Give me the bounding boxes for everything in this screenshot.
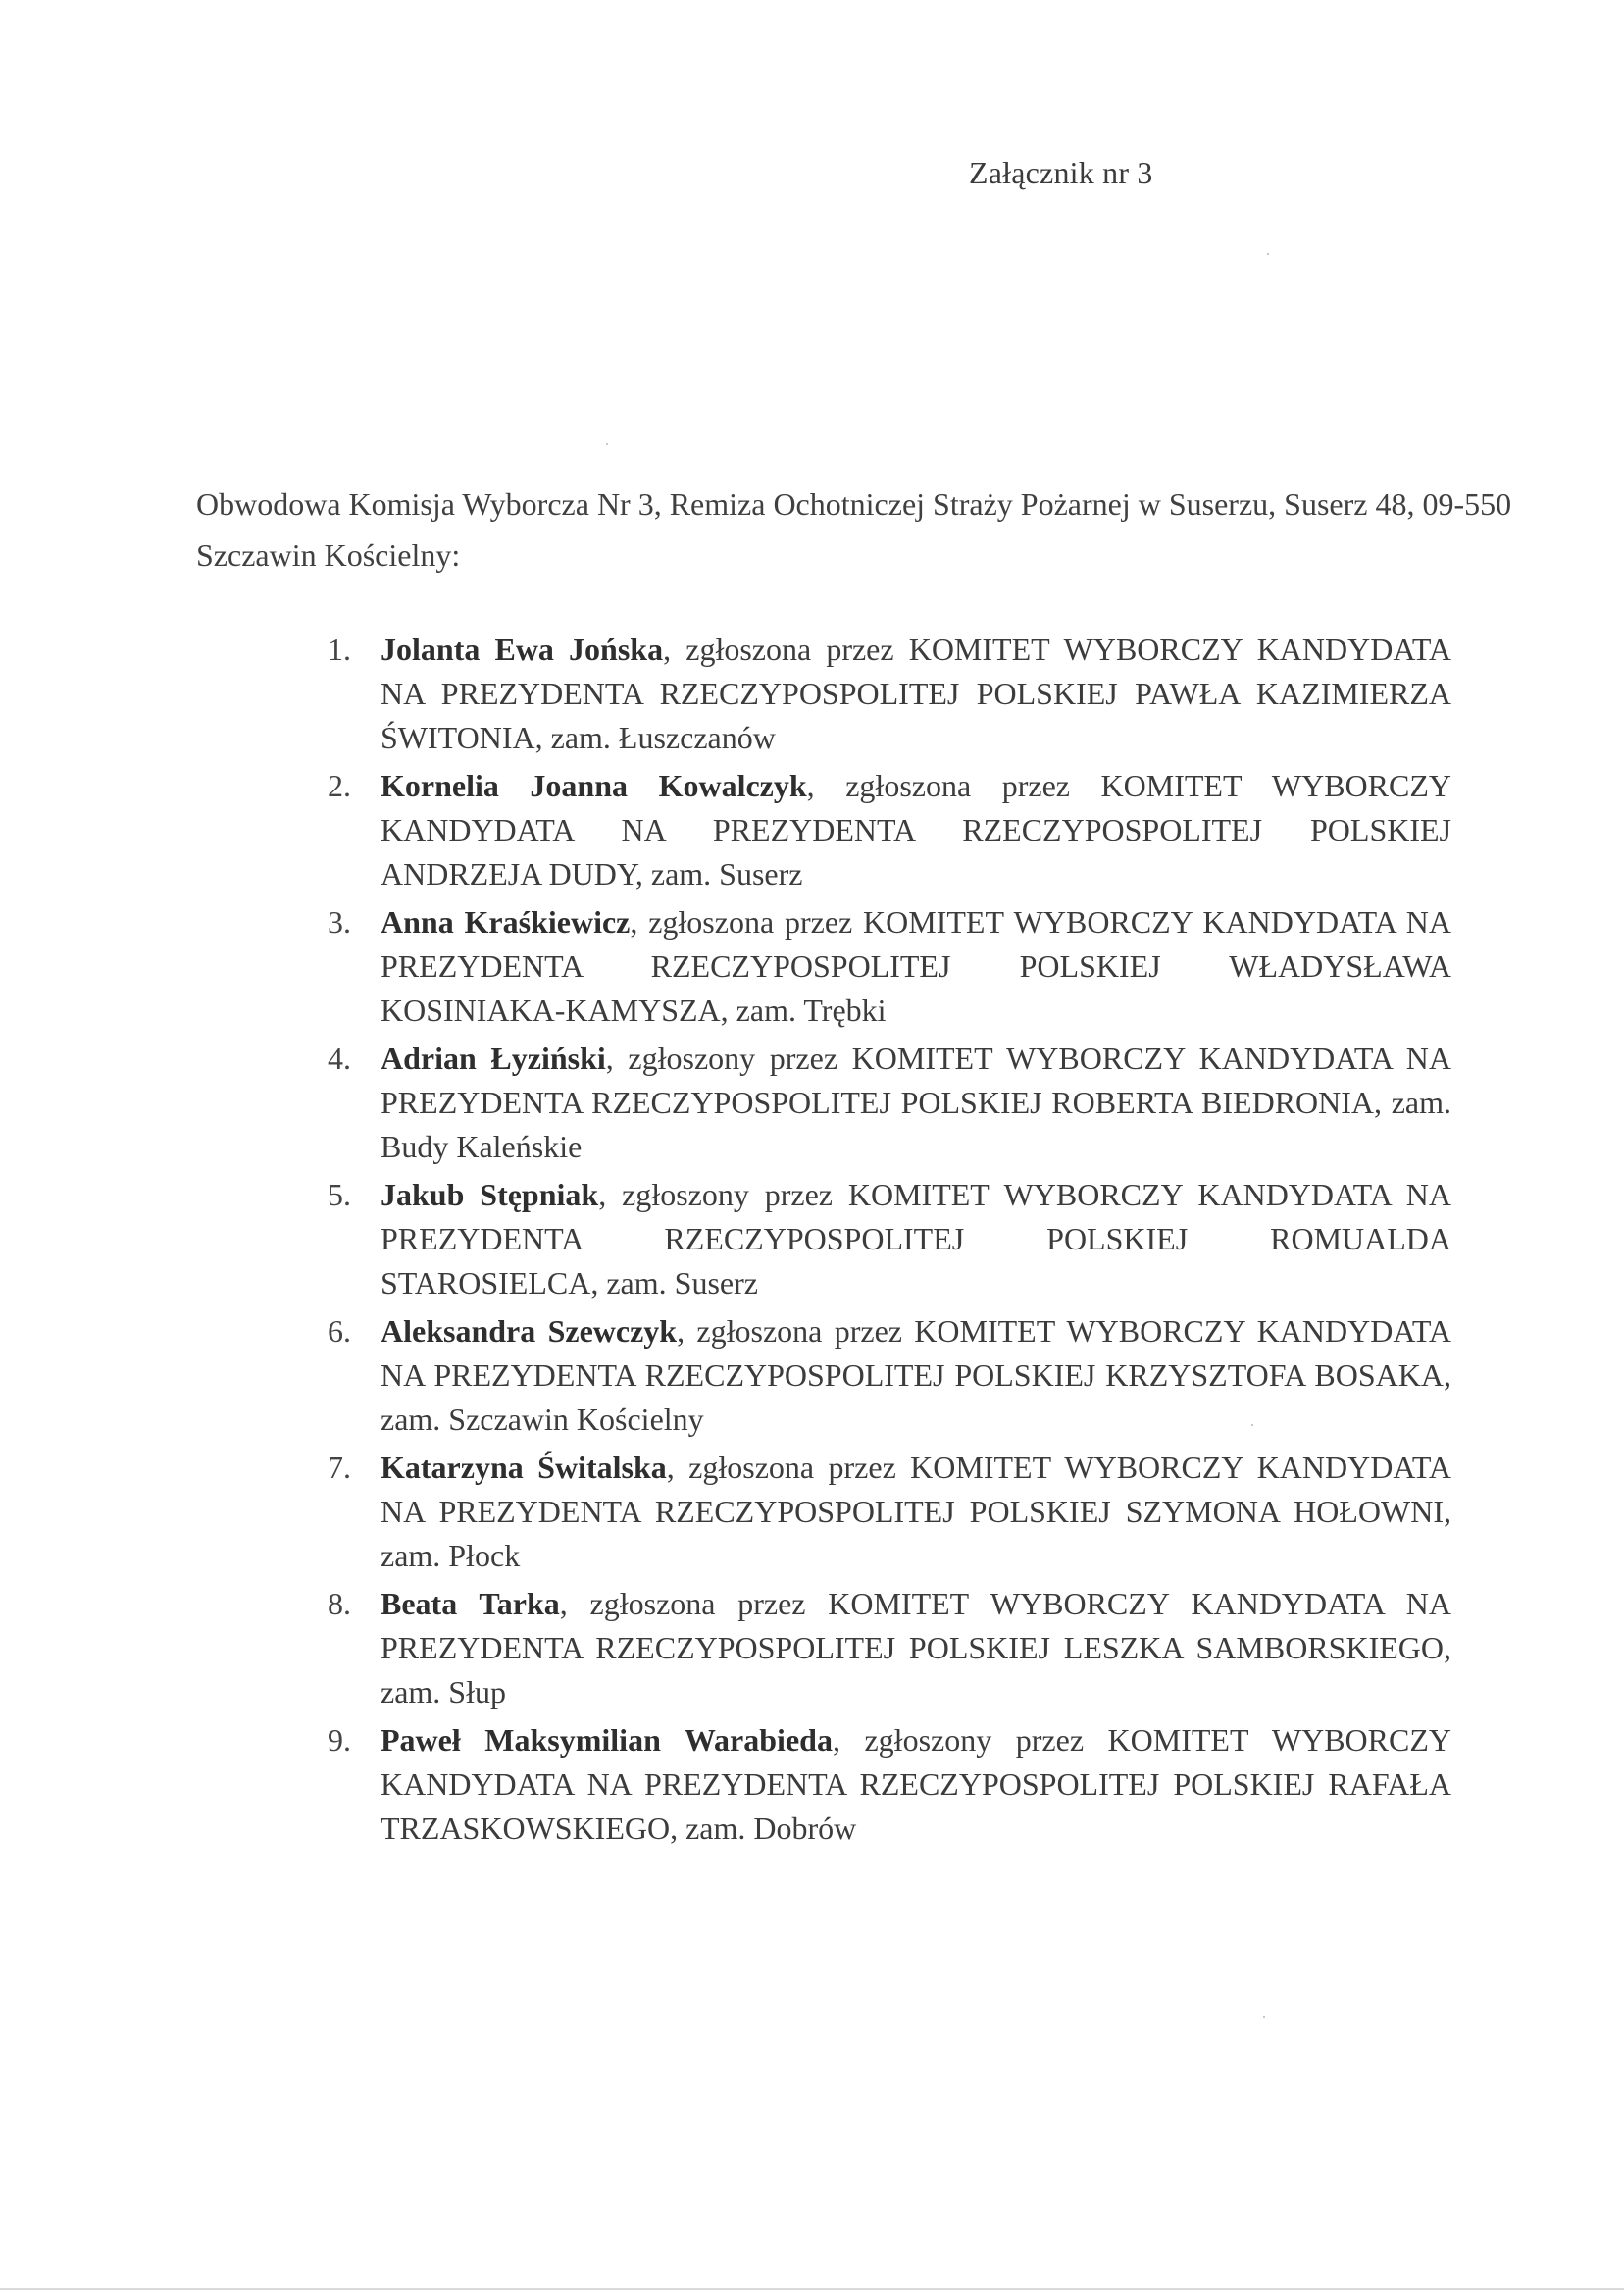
member-name: Jakub Stępniak [381,1177,599,1212]
annex-label: Załącznik nr 3 [969,155,1153,190]
member-details: , zgłoszona przez KOMITET WYBORCZY KANDYDATA NA PREZYDENTA RZECZYPOSPOLITEJ POLSKIEJ SZYMONA HOŁOWNI, zam. Płock [381,1450,1452,1573]
member-name: Kornelia Joanna Kowalczyk [381,768,807,803]
list-item [314,1446,1451,1578]
member-name: Aleksandra Szewczyk [381,1313,678,1349]
list-item [314,1173,1451,1305]
list-item [314,900,1451,1033]
list-item [314,1718,1451,1851]
member-name: Katarzyna Świtalska [381,1450,667,1485]
list-item [314,764,1451,896]
member-name: Beata Tarka [381,1586,560,1621]
item-number: 4. [328,1041,351,1076]
member-name: Paweł Maksymilian Warabieda [381,1722,833,1758]
item-number: 1. [328,632,351,667]
scan-speck [606,443,608,445]
item-number: 5. [328,1177,351,1212]
list-item [314,1309,1451,1442]
scan-edge [0,2288,1624,2290]
item-number: 6. [328,1313,351,1349]
item-number: 2. [328,768,351,803]
scan-speck [1263,2016,1265,2018]
member-details: , zgłoszona przez KOMITET WYBORCZY KANDYDATA NA PREZYDENTA RZECZYPOSPOLITEJ POLSKIEJ WŁADYSŁAWA KOSINIAKA-KAMYSZA, zam. Trębki [381,904,1452,1028]
member-list [314,628,1451,1855]
member-details: , zgłoszona przez KOMITET WYBORCZY KANDYDATA NA PREZYDENTA RZECZYPOSPOLITEJ POLSKIEJ ANDRZEJA DUDY, zam. Suserz [381,768,1452,892]
member-name: Adrian Łyziński [381,1041,606,1076]
member-details: , zgłoszona przez KOMITET WYBORCZY KANDYDATA NA PREZYDENTA RZECZYPOSPOLITEJ POLSKIEJ LESZKA SAMBORSKIEGO, zam. Słup [381,1586,1451,1709]
item-number: 3. [328,904,351,940]
member-name: Anna Kraśkiewicz [381,904,631,940]
scan-speck [1251,1424,1253,1426]
commission-intro: Obwodowa Komisja Wyborcza Nr 3, Remiza Ochotniczej Straży Pożarnej w Suserzu, Suserz 48, 09-550 Szczawin Kościelny: [196,486,1512,573]
member-details: , zgłoszona przez KOMITET WYBORCZY KANDYDATA NA PREZYDENTA RZECZYPOSPOLITEJ POLSKIEJ KRZYSZTOFA BOSAKA, zam. Szczawin Kościelny [381,1313,1451,1437]
member-name: Jolanta Ewa Jońska [381,632,664,667]
member-details: , zgłoszony przez KOMITET WYBORCZY KANDYDATA NA PREZYDENTA RZECZYPOSPOLITEJ POLSKIEJ ROBERTA BIEDRONIA, zam. Budy Kaleńskie [381,1041,1452,1164]
member-details: , zgłoszony przez KOMITET WYBORCZY KANDYDATA NA PREZYDENTA RZECZYPOSPOLITEJ POLSKIEJ RAFAŁA TRZASKOWSKIEGO, zam. Dobrów [381,1722,1451,1846]
item-number: 8. [328,1586,351,1621]
item-number: 9. [328,1722,351,1758]
list-item [314,628,1451,760]
member-details: , zgłoszony przez KOMITET WYBORCZY KANDYDATA NA PREZYDENTA RZECZYPOSPOLITEJ POLSKIEJ ROMUALDA STAROSIELCA, zam. Suserz [381,1177,1452,1300]
list-item [314,1582,1451,1714]
member-details: , zgłoszona przez KOMITET WYBORCZY KANDYDATA NA PREZYDENTA RZECZYPOSPOLITEJ POLSKIEJ PAWŁA KAZIMIERZA ŚWITONIA, zam. Łuszczanów [381,632,1452,755]
item-number: 7. [328,1450,351,1485]
list-item [314,1037,1451,1169]
scan-speck [1267,253,1269,255]
